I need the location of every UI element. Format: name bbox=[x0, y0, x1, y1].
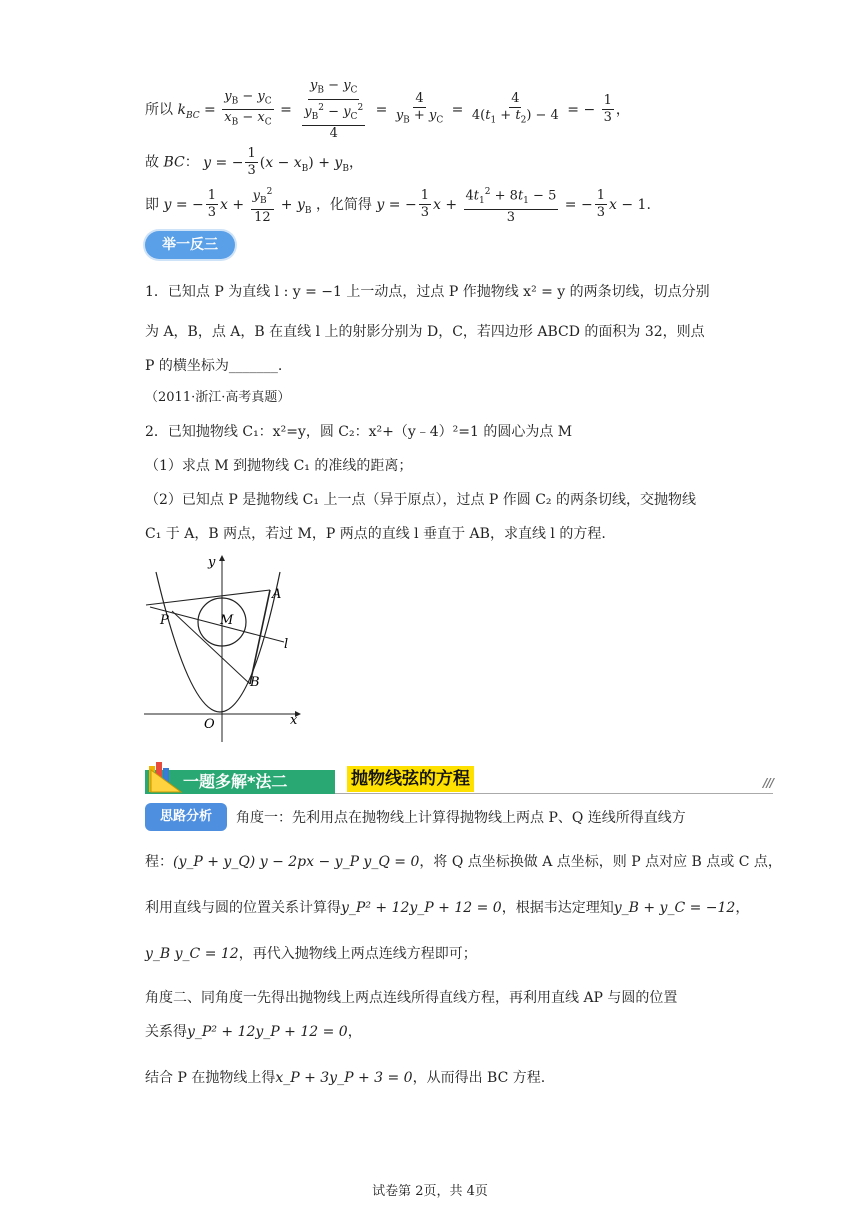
source-note: （2011·浙江·高考真题） bbox=[145, 390, 291, 405]
tangent-pb bbox=[172, 611, 250, 684]
parabola-curve bbox=[156, 572, 280, 712]
math-expression: $k_{BC}$ = $\frac{y_B - y_C}{x_B - x_C}$ = $\frac{y_B - y_C}{\frac{y_B^2 - y_C^2}{4}}$ = $\frac{4}{y_B + y_C}$ = $\frac{4}{4(t_1 + t_2) - 4}$ = − $\frac{1}{3}$ ， bbox=[177, 78, 630, 141]
bc-line-equation: 故 BC： y = − $\frac{1}{3}$ $(x - x_B) + y_B$， bbox=[145, 146, 363, 178]
simplified-line bbox=[145, 184, 651, 225]
label-o: O bbox=[204, 717, 215, 732]
line7-prefix: 结合 P 在抛物线上得 bbox=[145, 1070, 276, 1086]
section-title: 抛物线弦的方程 bbox=[347, 766, 474, 792]
label-bc: BC bbox=[163, 154, 185, 171]
analysis-line6: 关系得y_P² + 12y_P + 12 = 0， bbox=[145, 1024, 362, 1040]
line4-suffix: ，再代入抛物线上两点连线方程即可； bbox=[238, 946, 477, 962]
line3-prefix: 利用直线与圆的位置关系计算得 bbox=[145, 900, 341, 916]
analysis-line7 bbox=[145, 1068, 545, 1088]
label-p: P bbox=[160, 613, 169, 628]
analysis-line1: 角度一：先利用点在抛物线上计算得抛物线上两点 P、Q 连线所得直线方 bbox=[236, 810, 686, 826]
line3-mid: ，根据韦达定理知 bbox=[501, 900, 614, 916]
line2-prefix: 程： bbox=[145, 854, 173, 870]
label-b: B bbox=[250, 675, 260, 690]
label-x: x bbox=[290, 713, 298, 728]
chord-ab bbox=[250, 590, 270, 684]
banner-bar-label: 一题多解*法二 bbox=[183, 772, 288, 791]
equation-sum: y_B + y_C = −12 bbox=[613, 900, 736, 916]
slope-formula-line bbox=[145, 78, 630, 141]
prefix-text: 即 bbox=[145, 196, 159, 213]
line6-prefix: 关系得 bbox=[145, 1024, 187, 1040]
equation-product: y_B y_C = 12 bbox=[145, 946, 239, 962]
parabola-circle-figure bbox=[140, 552, 310, 744]
math-expression: y = − $\frac{1}{3}$ $(x - x_B) + y_B$， bbox=[203, 146, 363, 178]
prefix-text: 故 bbox=[145, 154, 159, 171]
line7-suffix: ，从而得出 BC 方程. bbox=[412, 1070, 546, 1086]
page-footer: 试卷第 2页，共 4页 bbox=[372, 1184, 488, 1199]
math-expression: y = − $\frac{1}{3}$ x + $\frac{y_B^2}{12}$ + $y_B$ bbox=[163, 197, 311, 213]
analysis-line2 bbox=[145, 852, 782, 872]
problem1-line2: 为 A，B，点 A，B 在直线 l 上的射影分别为 D，C，若四边形 ABCD 的面积为 32，则点 bbox=[145, 324, 705, 340]
divider bbox=[335, 793, 773, 794]
books-ruler-icon bbox=[147, 760, 183, 794]
mid-text: ，化简得 bbox=[315, 196, 372, 213]
equation-yp: y_P² + 12y_P + 12 = 0 bbox=[341, 900, 502, 916]
label-y: y bbox=[208, 555, 216, 570]
section-banner bbox=[145, 758, 773, 794]
analysis-line3: 利用直线与圆的位置关系计算得y_P² + 12y_P + 12 = 0，根据韦达定理知y_B + y_C = −12， bbox=[145, 900, 750, 916]
analysis-line4 bbox=[145, 944, 477, 964]
equation-xp: x_P + 3y_P + 3 = 0 bbox=[275, 1070, 413, 1086]
equation-yp-2: y_P² + 12y_P + 12 = 0 bbox=[187, 1024, 348, 1040]
label-l: l bbox=[284, 637, 289, 652]
problem2-line4: C₁ 于 A，B 两点，若过 M，P 两点的直线 l 垂直于 AB，求直线 l 的方程. bbox=[145, 526, 606, 542]
analysis-line5: 角度二、同角度一先得出抛物线上两点连线所得直线方程，再利用直线 AP 与圆的位置 bbox=[145, 990, 678, 1006]
prefix-text: 所以 bbox=[145, 101, 173, 118]
line2-suffix: ，将 Q 点坐标换做 A 点坐标，则 P 点对应 B 点或 C 点， bbox=[419, 854, 782, 870]
practice-badge: 举一反三 bbox=[145, 231, 235, 259]
math-expression-2: y = − $\frac{1}{3}$ x + $\frac{4t_1^2 + 8t_1 - 5}{3}$ = − $\frac{1}{3}$ x − 1. bbox=[376, 197, 651, 213]
problem2-line2: （1）求点 M 到抛物线 C₁ 的准线的距离； bbox=[145, 458, 413, 474]
problem1-line3: P 的横坐标为_______. bbox=[145, 358, 283, 374]
problem1-line1: 1．已知点 P 为直线 l : y = −1 上一动点，过点 P 作抛物线 x² = y 的两条切线，切点分别 bbox=[145, 284, 710, 300]
problem2-line1: 2．已知抛物线 C₁：x²=y，圆 C₂：x²+（y﹣4）²=1 的圆心为点 M bbox=[145, 424, 573, 440]
equation-chord: (y_P + y_Q) y − 2px − y_P y_Q = 0 bbox=[173, 854, 420, 870]
decorative-marks: /// bbox=[762, 776, 773, 790]
problem2-line3: （2）已知点 P 是抛物线 C₁ 上一点（异于原点），过点 P 作圆 C₂ 的两条切线，交抛物线 bbox=[145, 492, 696, 508]
analysis-tag: 思路分析 bbox=[145, 803, 227, 831]
label-m: M bbox=[220, 613, 234, 628]
label-a: A bbox=[272, 587, 282, 602]
